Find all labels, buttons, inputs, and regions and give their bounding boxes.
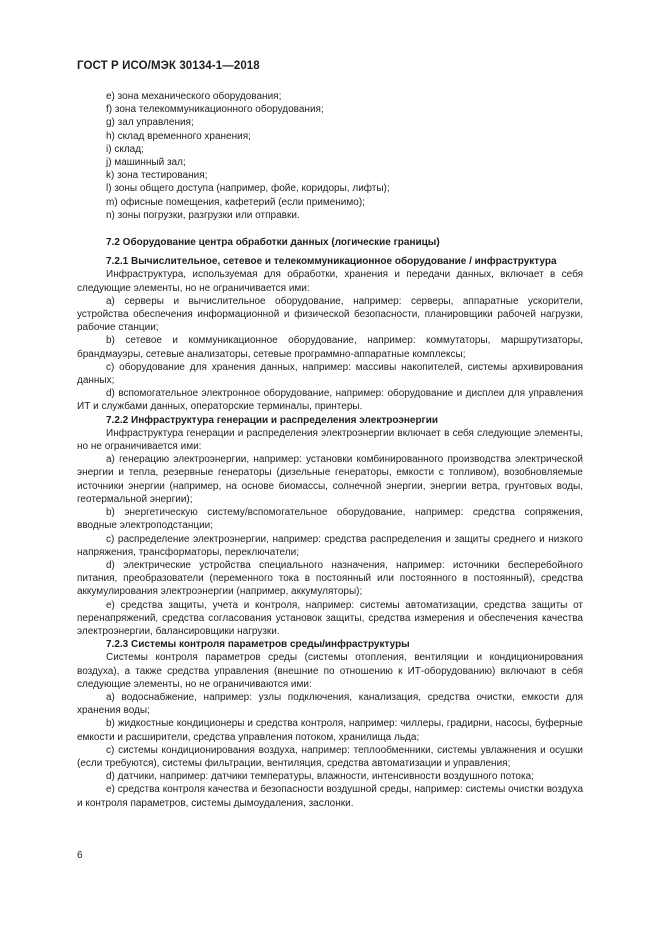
section-heading-7-2-2: 7.2.2 Инфраструктура генерации и распределения электроэнергии [106,414,439,426]
paragraph: Инфраструктура, используемая для обработки, хранения и передачи данных, включает в себя следующие элементы, но не ограничивается ими: [77,269,583,294]
list-item: m) офисные помещения, кафетерий (если применимо); [106,196,365,208]
paragraph: c) распределение электроэнергии, например: средства распределения и защиты среднего и низкого напряжения, трансформаторы, переключатели; [77,533,583,558]
section-heading-7-2-1: 7.2.1 Вычислительное, сетевое и телекоммуникационное оборудование / инфраструктура [106,256,557,268]
paragraph: b) энергетическую систему/вспомогательное оборудование, например: средства сопряжения, вводные электроподстанции; [77,507,583,532]
list-item: j) машинный зал; [106,157,186,169]
page-number: 6 [77,850,83,861]
section-heading-7-2-3: 7.2.3 Системы контроля параметров среды/инфраструктуры [106,639,410,651]
list-item: k) зона тестирования; [106,170,208,182]
paragraph: a) серверы и вычислительное оборудование, например: серверы, аппаратные ускорители, устройства обеспечения информационной и физической безопасности, планировщики рабочей нагрузки, рабочие станции; [77,295,583,334]
list-7-1-continued [77,90,583,222]
paragraph: a) генерацию электроэнергии, например: установки комбинированного производства электрической энергии и тепла, резервные генераторы (дизельные генераторы, емкости с топливом), возобновляемые источники энергии (например, на основе биомассы, солнечной энергии, энергии ветра, грунтовых воды, геотермальной энергии); [77,454,583,505]
paragraph: e) средства защиты, учета и контроля, например: системы автоматизации, средства защиты от перенапряжений, средства согласования установок защиты, средства измерения и обеспечения качества электроэнергии, балансировщики нагрузки. [77,599,583,637]
paragraph: b) сетевое и коммуникационное оборудование, например: коммутаторы, маршрутизаторы, брандмауэры, сетевые анализаторы, сетевые программно-аппаратные комплексы; [77,335,583,360]
document-header: ГОСТ Р ИСО/МЭК 30134-1—2018 [77,60,260,72]
paragraph: Системы контроля параметров среды (системы отопления, вентиляции и кондиционирования воздуха), а также средства управления (внешние по отношению к ИТ-оборудованию) включают в себя следующие элементы, но не ограничиваются ими: [77,652,583,690]
paragraph: c) системы кондиционирования воздуха, например: теплообменники, системы увлажнения и осушки (если требуются), системы фильтрации, вентиляция, средства автоматизации и управления; [77,744,583,769]
list-item: e) зона механического оборудования; [106,91,282,102]
paragraph: d) вспомогательное электронное оборудование, например: оборудование и дисплеи для управления ИТ и службами данных, операторские терминалы, принтеры. [77,388,583,413]
list-item: n) зоны погрузки, разгрузки или отправки. [106,209,300,221]
list-item: i) склад; [106,143,144,155]
list-item: h) склад временного хранения; [106,130,251,142]
list-item: g) зал управления; [106,117,194,129]
paragraph: d) датчики, например: датчики температуры, влажности, интенсивности воздушного потока; [106,771,534,783]
paragraph: Инфраструктура генерации и распределения электроэнергии включает в себя следующие элементы, но не ограничивается ими: [77,427,583,453]
paragraph: c) оборудование для хранения данных, например: массивы накопителей, системы архивирования данных; [77,361,583,387]
paragraph: e) средства контроля качества и безопасности воздушной среды, например: системы очистки воздуха и контроля параметров, системы дымоудаления, заслонки. [77,784,583,809]
paragraph: a) водоснабжение, например: узлы подключения, канализация, средства очистки, емкости для хранения воды; [77,691,583,717]
list-item: f) зона телекоммуникационного оборудования; [106,104,324,116]
section-heading-7-2: 7.2 Оборудование центра обработки данных (логические границы) [106,237,440,249]
list-item: l) зоны общего доступа (например, фойе, коридоры, лифты); [106,183,390,195]
paragraph: d) электрические устройства специального назначения, например: источники бесперебойного питания, преобразователи (переменного тока в постоянный или постоянного в постоянный), средства аккумулирования электроэнергии (например, аккумуляторы); [77,559,583,598]
page-content [77,90,583,810]
paragraph: b) жидкостные кондиционеры и средства контроля, например: чиллеры, градирни, насосы, буферные емкости и расширители, средства управления потоком, хранилища льда; [77,718,583,743]
